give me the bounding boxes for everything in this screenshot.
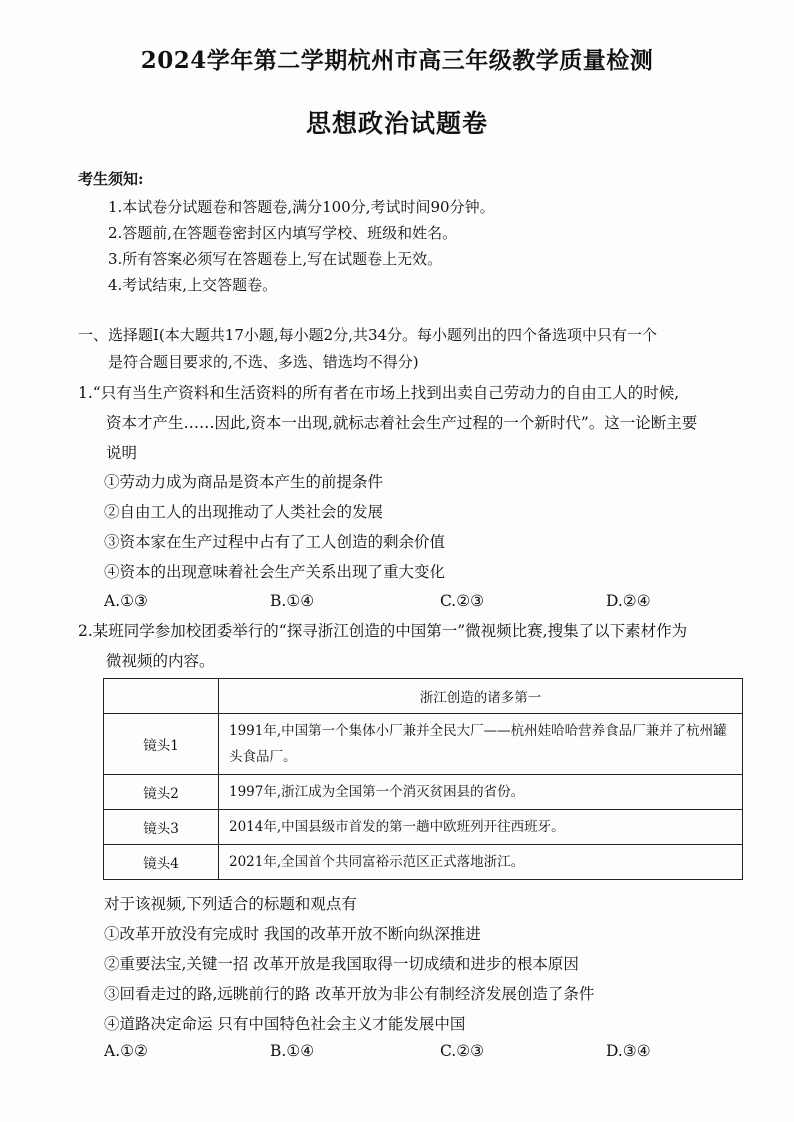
shot-content: 1997年,浙江成为全国第一个消灭贫困县的省份。 [219,775,743,810]
q1-option: ③资本家在生产过程中占有了工人创造的剩余价值 [104,533,446,551]
section-heading [78,322,758,376]
q2-option: ③回看走过的路,远眺前行的路 改革开放为非公有制经济发展创造了条件 [104,985,595,1003]
table-row [104,845,743,880]
q1-option: ②自由工人的出现推动了人类社会的发展 [104,503,384,521]
section-line: 是符合题目要求的,不选、多选、错选均不得分) [108,353,419,371]
question-1-stem [78,378,758,468]
table-row [104,775,743,810]
table-row [104,714,743,775]
notice-item: 2.答题前,在答题卷密封区内填写学校、班级和姓名。 [108,224,458,242]
stem-line: 2.某班同学参加校团委举行的“探寻浙江创造的中国第一”微视频比赛,搜集了以下素材作为 [78,622,688,640]
q2-option: ①改革开放没有完成时 我国的改革开放不断向纵深推进 [104,925,481,943]
notice-item: 3.所有答案必须写在答题卷上,写在试题卷上无效。 [108,250,443,268]
choice-a[interactable]: A.①③ [104,592,148,610]
materials-table [103,678,743,880]
shot-label: 镜头2 [104,775,219,810]
q1-option: ④资本的出现意味着社会生产关系出现了重大变化 [104,563,446,581]
choice-b[interactable]: B.①④ [270,1042,315,1060]
shot-content: 2021年,全国首个共同富裕示范区正式落地浙江。 [219,845,743,880]
shot-label: 镜头1 [104,714,219,775]
q2-option: ④道路决定命运 只有中国特色社会主义才能发展中国 [104,1015,466,1033]
stem-line: 说明 [106,444,138,462]
shot-label: 镜头4 [104,845,219,880]
exam-subtitle: 思想政治试题卷 [305,109,488,138]
q1-option: ①劳动力成为商品是资本产生的前提条件 [104,473,384,491]
stem-line: 资本才产生……因此,资本一出现,就标志着社会生产过程的一个新时代”。这一论断主要 [106,414,698,432]
shot-content: 1991年,中国第一个集体小厂兼并全民大厂——杭州娃哈哈营养食品厂兼并了杭州罐头食品厂。 [219,714,743,775]
shot-content: 2014年,中国县级市首发的第一趟中欧班列开往西班牙。 [219,810,743,845]
section-line: 一、选择题Ⅰ(本大题共17小题,每小题2分,共34分。每小题列出的四个备选项中只有一个 [78,326,658,344]
q2-prompt: 对于该视频,下列适合的标题和观点有 [104,895,357,913]
choice-a[interactable]: A.①② [104,1042,148,1060]
choice-c[interactable]: C.②③ [440,592,485,610]
table-header: 浙江创造的诸多第一 [219,679,743,714]
notice-item: 1.本试卷分试题卷和答题卷,满分100分,考试时间90分钟。 [108,198,495,216]
stem-line: 微视频的内容。 [106,652,215,670]
shot-label: 镜头3 [104,810,219,845]
choice-c[interactable]: C.②③ [440,1042,485,1060]
table-header-row [104,679,743,714]
choice-b[interactable]: B.①④ [270,592,315,610]
stem-line: 1.“只有当生产资料和生活资料的所有者在市场上找到出卖自己劳动力的自由工人的时候, [78,384,680,402]
table-corner-cell [104,679,219,714]
question-2-stem [78,616,758,676]
notice-item: 4.考试结束,上交答题卷。 [108,276,278,294]
exam-title: 2024学年第二学期杭州市高三年级教学质量检测 [140,47,654,74]
q2-option: ②重要法宝,关键一招 改革开放是我国取得一切成绩和进步的根本原因 [104,955,579,973]
table-row [104,810,743,845]
notice-heading: 考生须知: [78,170,144,188]
choice-d[interactable]: D.③④ [606,1042,651,1060]
choice-d[interactable]: D.②④ [606,592,651,610]
